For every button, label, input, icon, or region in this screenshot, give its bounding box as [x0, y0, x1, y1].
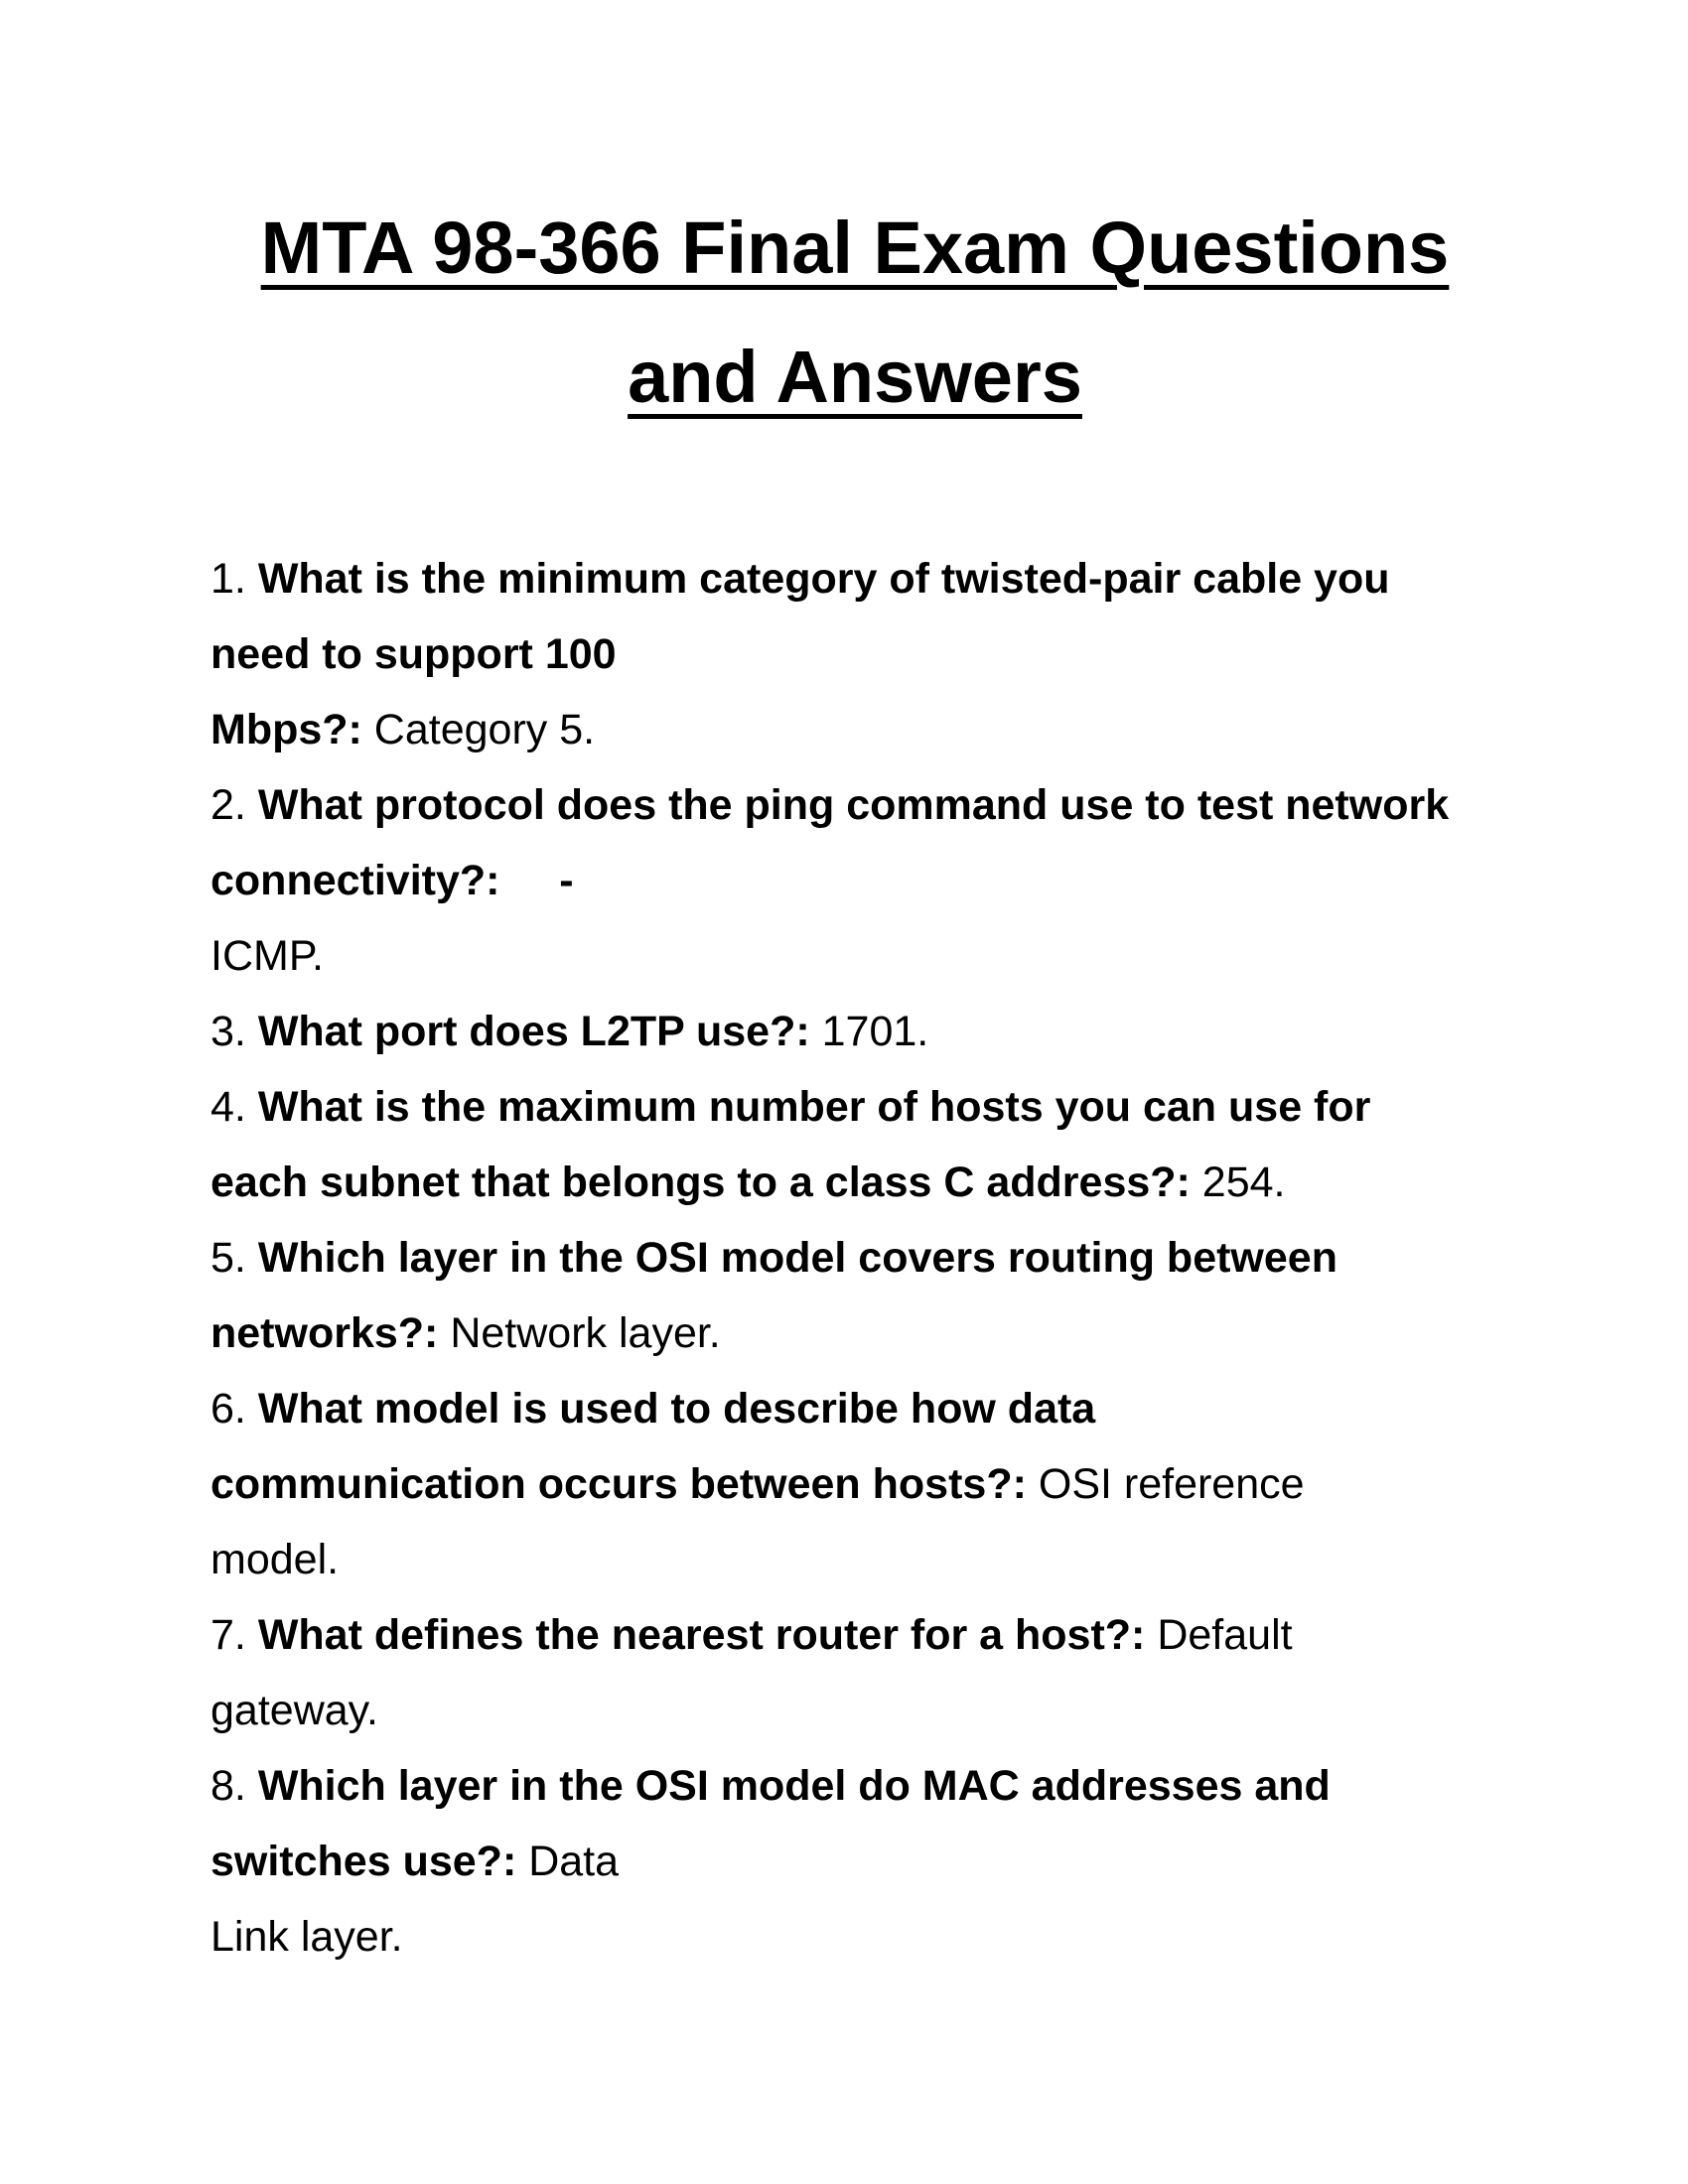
answer-text: 2. — [211, 781, 258, 829]
text-line — [211, 1296, 1499, 1371]
text-line — [211, 1824, 1499, 1899]
question-text: switches use?: — [211, 1838, 517, 1885]
text-line — [211, 1522, 1499, 1597]
answer-text: 7. — [211, 1611, 258, 1659]
text-line — [211, 1371, 1499, 1446]
answer-text: OSI reference — [1026, 1460, 1305, 1508]
answer-text: Data — [516, 1838, 620, 1885]
answer-text: model. — [211, 1536, 340, 1583]
question-text: Which layer in the OSI model do MAC addresses and — [257, 1762, 1331, 1810]
text-line — [211, 1899, 1499, 1975]
answer-text: 1. — [211, 555, 258, 603]
answer-text: 5. — [211, 1234, 258, 1282]
question-text: What defines the nearest router for a host?: — [257, 1611, 1146, 1659]
answer-text: Default — [1145, 1611, 1293, 1659]
text-line — [211, 767, 1499, 843]
text-line — [211, 1597, 1499, 1673]
answer-text: Link layer. — [211, 1913, 403, 1961]
text-line — [211, 1220, 1499, 1296]
question-text: networks?: — [211, 1309, 439, 1357]
question-text: Which layer in the OSI model covers routing between — [257, 1234, 1337, 1282]
question-text: What port does L2TP use?: — [257, 1008, 810, 1055]
answer-text: 6. — [211, 1385, 258, 1433]
answer-text: 4. — [211, 1083, 258, 1131]
question-text: Mbps?: — [211, 706, 362, 753]
text-line — [211, 1145, 1499, 1220]
answer-text: ICMP. — [211, 932, 324, 980]
text-line — [211, 918, 1499, 994]
text-line — [211, 692, 1499, 767]
question-answer-list — [211, 541, 1499, 1975]
answer-text: 3. — [211, 1008, 258, 1055]
title-line-1: MTA 98-366 Final Exam Questions — [260, 206, 1450, 289]
text-line — [211, 1673, 1499, 1748]
answer-text: Network layer. — [438, 1309, 721, 1357]
text-line — [211, 843, 1499, 918]
answer-text: Category 5. — [361, 706, 596, 753]
question-text: What model is used to describe how data — [257, 1385, 1096, 1433]
text-line — [211, 1446, 1499, 1522]
question-text: What is the minimum category of twisted-pair cable you — [257, 555, 1390, 603]
text-line — [211, 1748, 1499, 1824]
answer-text: 1701. — [809, 1008, 929, 1055]
question-text: connectivity?: - — [211, 857, 574, 904]
text-line — [211, 541, 1499, 616]
text-line — [211, 616, 1499, 692]
answer-text: gateway. — [211, 1687, 378, 1734]
question-text: need to support 100 — [211, 630, 617, 678]
question-text: What is the maximum number of hosts you can use for — [257, 1083, 1371, 1131]
question-text: What protocol does the ping command use to test network — [257, 781, 1450, 829]
answer-text: 254. — [1190, 1159, 1286, 1206]
text-line — [211, 994, 1499, 1069]
text-line — [211, 1069, 1499, 1145]
answer-text: 8. — [211, 1762, 258, 1810]
title-line-2: and Answers — [628, 336, 1082, 418]
question-text: communication occurs between hosts?: — [211, 1460, 1027, 1508]
document-title — [211, 184, 1499, 442]
question-text: each subnet that belongs to a class C address?: — [211, 1159, 1191, 1206]
